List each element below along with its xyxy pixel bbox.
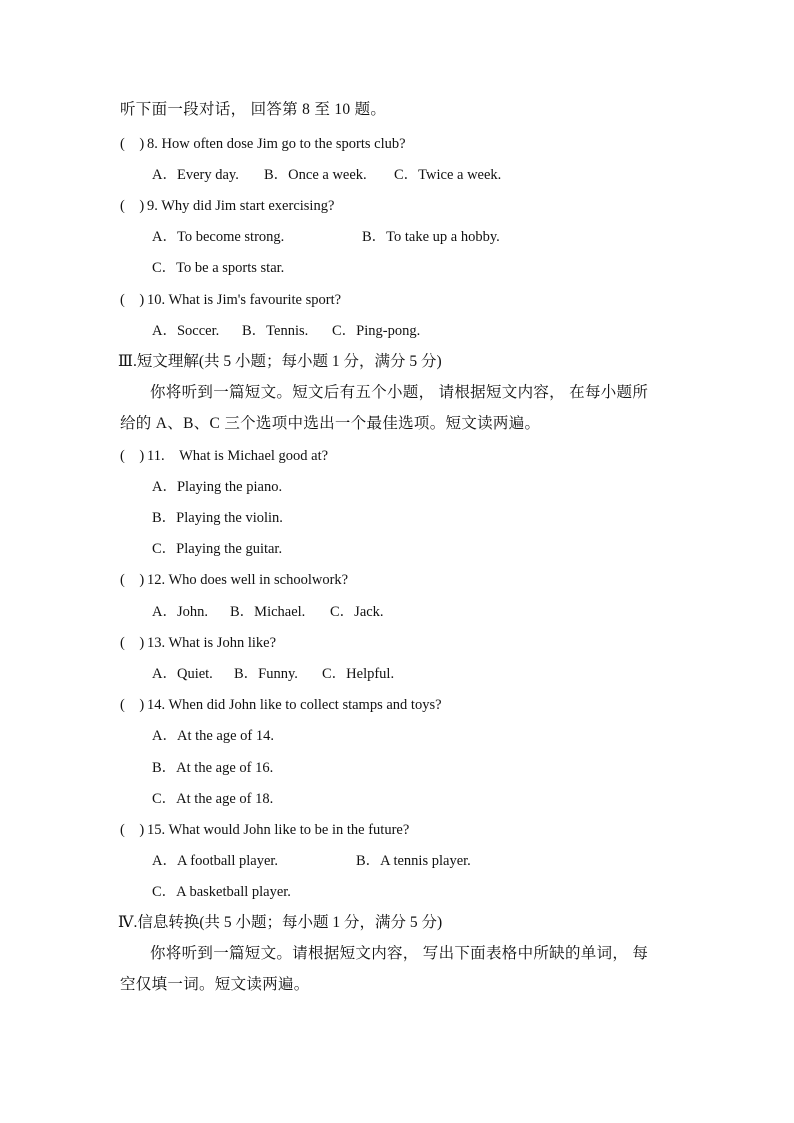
question-stem: 9. Why did Jim start exercising? (147, 198, 335, 214)
question-stem: 15. What would John like to be in the future? (147, 822, 410, 838)
section-4-heading: Ⅳ.信息转换(共 5 小题；每小题 1 分，满分 5 分) (118, 914, 443, 931)
section-3-heading: Ⅲ.短文理解(共 5 小题；每小题 1 分，满分 5 分) (118, 353, 442, 370)
option-c: C．A basketball player. (152, 884, 291, 900)
question-13 (120, 631, 276, 655)
option-b: B．Funny. (234, 666, 298, 682)
option-c: C．To be a sports star. (152, 260, 285, 276)
question-stem: 13. What is John like? (147, 635, 277, 651)
question-stem: 14. When did John like to collect stamps and toys? (147, 697, 442, 713)
question-stem: 10. What is Jim's favourite sport? (147, 292, 342, 308)
answer-blank[interactable]: ( ) (120, 448, 145, 464)
option-a: A．Quiet. (152, 666, 213, 682)
option-c: C．Ping-pong. (332, 323, 421, 339)
question-8 (120, 132, 406, 156)
question-9 (120, 194, 334, 218)
option-a: A．John. (152, 604, 208, 620)
option-a: A．To become strong. (152, 229, 285, 245)
question-stem: 8. How often dose Jim go to the sports club? (147, 136, 406, 152)
section-intro: 听下面一段对话， 回答第 8 至 10 题。 (120, 101, 387, 118)
question-10 (120, 288, 341, 312)
section-4-instruction-line2: 空仅填一词。短文读两遍。 (120, 976, 310, 993)
option-a: A．Soccer. (152, 323, 220, 339)
answer-blank[interactable]: ( ) (120, 198, 145, 214)
option-b: B．Tennis. (242, 323, 309, 339)
question-14 (120, 693, 442, 717)
section-3-instruction-line2: 给的 A、B、C 三个选项中选出一个最佳选项。短文读两遍。 (120, 415, 541, 432)
option-b: B．Once a week. (264, 167, 367, 183)
option-c: C．Playing the guitar. (152, 541, 283, 557)
answer-blank[interactable]: ( ) (120, 136, 145, 152)
option-c: C．At the age of 18. (152, 791, 274, 807)
option-b: B．Michael. (230, 604, 306, 620)
option-b: B．A tennis player. (356, 853, 471, 869)
option-a: A．At the age of 14. (152, 728, 275, 744)
question-12 (120, 568, 348, 592)
option-a: A．Playing the piano. (152, 479, 283, 495)
question-stem: 11. What is Michael good at? (147, 448, 329, 464)
option-c: C．Twice a week. (394, 167, 502, 183)
answer-blank[interactable]: ( ) (120, 292, 145, 308)
section-4-instruction-line1: 你将听到一篇短文。请根据短文内容， 写出下面表格中所缺的单词， 每 (150, 945, 649, 962)
option-b: B．To take up a hobby. (362, 229, 500, 245)
option-b: B．Playing the violin. (152, 510, 283, 526)
section-3-instruction-line1: 你将听到一篇短文。短文后有五个小题， 请根据短文内容， 在每小题所 (150, 384, 649, 401)
question-11 (120, 444, 328, 468)
option-c: C．Jack. (330, 604, 384, 620)
option-c: C．Helpful. (322, 666, 395, 682)
answer-blank[interactable]: ( ) (120, 635, 145, 651)
option-a: A．A football player. (152, 853, 279, 869)
answer-blank[interactable]: ( ) (120, 822, 145, 838)
answer-blank[interactable]: ( ) (120, 697, 145, 713)
question-stem: 12. Who does well in schoolwork? (147, 572, 349, 588)
question-15 (120, 818, 409, 842)
option-b: B．At the age of 16. (152, 760, 274, 776)
answer-blank[interactable]: ( ) (120, 572, 145, 588)
option-a: A．Every day. (152, 167, 239, 183)
